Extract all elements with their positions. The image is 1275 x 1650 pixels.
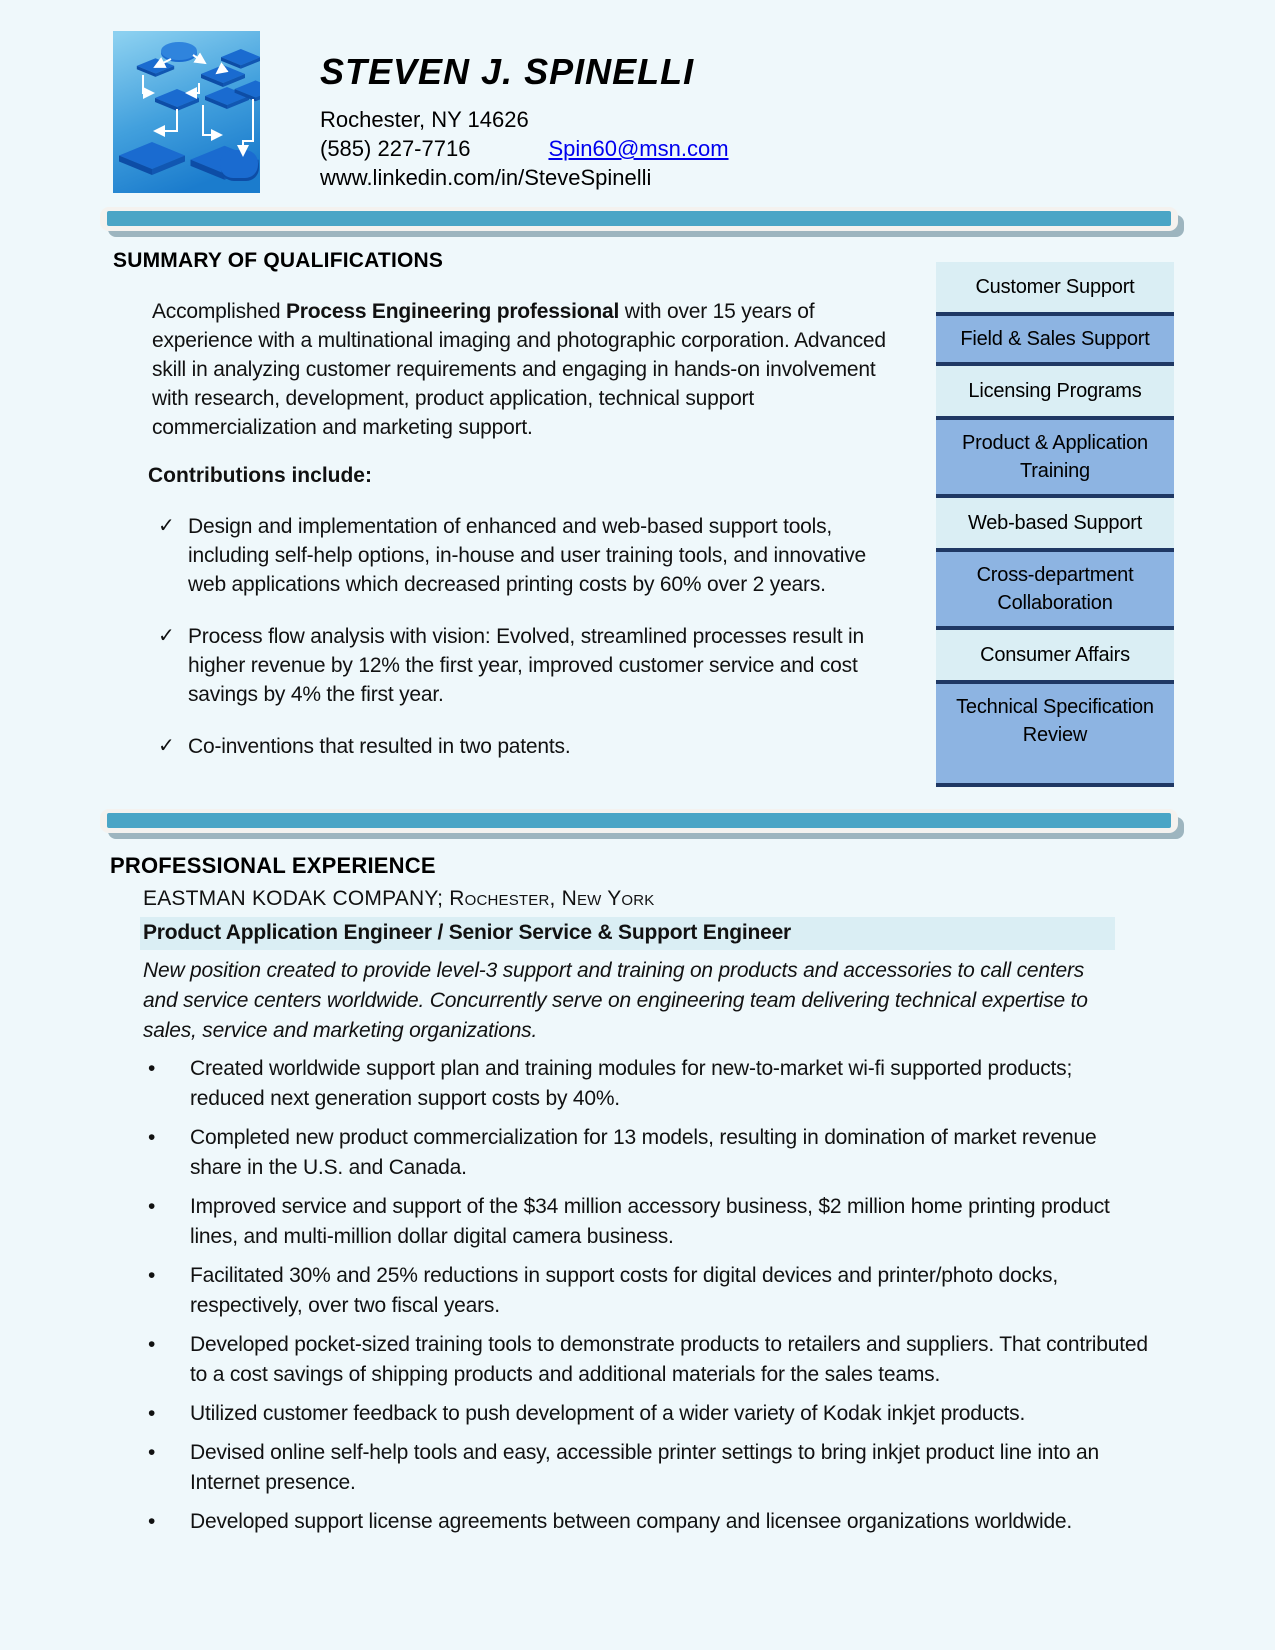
header	[0, 0, 1275, 193]
bullet-item: • Developed pocket-sized training tools to demonstrate products to retailers and suppliers. That contributed to a cost savings of shipping products and additional materials for the sales teams.	[148, 1330, 1148, 1390]
company-line: EASTMAN KODAK COMPANY; Rochester, New York	[143, 887, 655, 910]
divider-bar	[107, 211, 1171, 226]
skill-box: Web-based Support	[936, 498, 1174, 548]
linkedin-text: www.linkedin.com/in/SteveSpinelli	[320, 165, 652, 190]
check-item: ✓ Design and implementation of enhanced and web-based support tools, including self-help options, in-house and user training tools, and innovative web applications which decreased printing costs by 60% over 2 years.	[158, 512, 888, 599]
checkmark-icon: ✓	[158, 625, 175, 647]
check-item: ✓ Process flow analysis with vision: Evolved, streamlined processes result in higher revenue by 12% the first year, improved customer service and cost savings by 4% the first year.	[158, 622, 888, 709]
person-name: STEVEN J. SPINELLI	[320, 51, 695, 92]
bullet-icon: •	[148, 1126, 156, 1149]
bullet-icon: •	[148, 1333, 156, 1356]
bullet-item: • Devised online self-help tools and easy, accessible printer settings to bring inkjet product line into an Internet presence.	[148, 1438, 1148, 1498]
checkmark-icon: ✓	[158, 735, 175, 757]
experience-section	[0, 833, 1275, 1537]
bullet-icon: •	[148, 1441, 156, 1464]
job-title: Product Application Engineer / Senior Service & Support Engineer	[140, 917, 1115, 950]
skill-box: Cross-department Collaboration	[936, 548, 1174, 630]
check-item: ✓ Co-inventions that resulted in two patents.	[158, 732, 888, 761]
bullet-item: • Improved service and support of the $34 million accessory business, $2 million home printing product lines, and multi-million dollar digital camera business.	[148, 1192, 1148, 1252]
bullet-icon: •	[148, 1402, 156, 1425]
email-link[interactable]: Spin60@msn.com	[548, 136, 729, 161]
contributions-label: Contributions include:	[148, 464, 372, 487]
bullet-item: • Facilitated 30% and 25% reductions in support costs for digital devices and printer/photo docks, respectively, over two fiscal years.	[148, 1261, 1148, 1321]
qualifications-section	[0, 249, 1275, 787]
section-divider-top	[100, 207, 1178, 231]
bullet-icon: •	[148, 1057, 156, 1080]
bullet-item: • Developed support license agreements between company and licensee organizations worldwide.	[148, 1507, 1148, 1537]
contributions-list	[158, 512, 898, 761]
summary-intro: Accomplished Process Engineering professional with over 15 years of experience with a multinational imaging and photographic corporation. Advanced skill in analyzing customer requirements and engaging in hands-on involvement with research, development, product application, technical support commercialization and marketing support.	[152, 300, 886, 439]
experience-bullet-list	[148, 1054, 1275, 1537]
skills-sidebar	[936, 262, 1174, 787]
bullet-item: • Utilized customer feedback to push development of a wider variety of Kodak inkjet products.	[148, 1399, 1148, 1429]
skill-box: Field & Sales Support	[936, 312, 1174, 366]
bullet-icon: •	[148, 1264, 156, 1287]
bullet-icon: •	[148, 1510, 156, 1533]
divider-bar	[107, 813, 1171, 828]
flowchart-image	[113, 31, 260, 193]
skill-box: Customer Support	[936, 262, 1174, 312]
skill-box: Product & Application Training	[936, 416, 1174, 498]
skill-box: Licensing Programs	[936, 366, 1174, 416]
location-text: Rochester, NY 14626	[320, 107, 529, 132]
checkmark-icon: ✓	[158, 515, 175, 537]
bullet-item: • Created worldwide support plan and training modules for new-to-market wi-fi supported products; reduced next generation support costs by 40%.	[148, 1054, 1148, 1114]
summary-heading: SUMMARY OF QUALIFICATIONS	[113, 249, 444, 272]
bullet-icon: •	[148, 1195, 156, 1218]
section-divider-bottom	[100, 809, 1178, 833]
phone-text: (585) 227-7716	[320, 136, 471, 161]
skill-box: Technical Specification Review	[936, 680, 1174, 787]
experience-heading: PROFESSIONAL EXPERIENCE	[110, 853, 436, 878]
bullet-item: • Completed new product commercialization for 13 models, resulting in domination of market revenue share in the U.S. and Canada.	[148, 1123, 1148, 1183]
skill-box: Consumer Affairs	[936, 630, 1174, 680]
summary-intro-bold: Process Engineering professional	[285, 300, 620, 323]
job-summary: New position created to provide level-3 support and training on products and accessories to call centers and service centers worldwide. Concurrently serve on engineering team delivering technical expertise to sales, service and marketing organizations.	[143, 959, 1088, 1042]
identity-block	[260, 31, 729, 193]
